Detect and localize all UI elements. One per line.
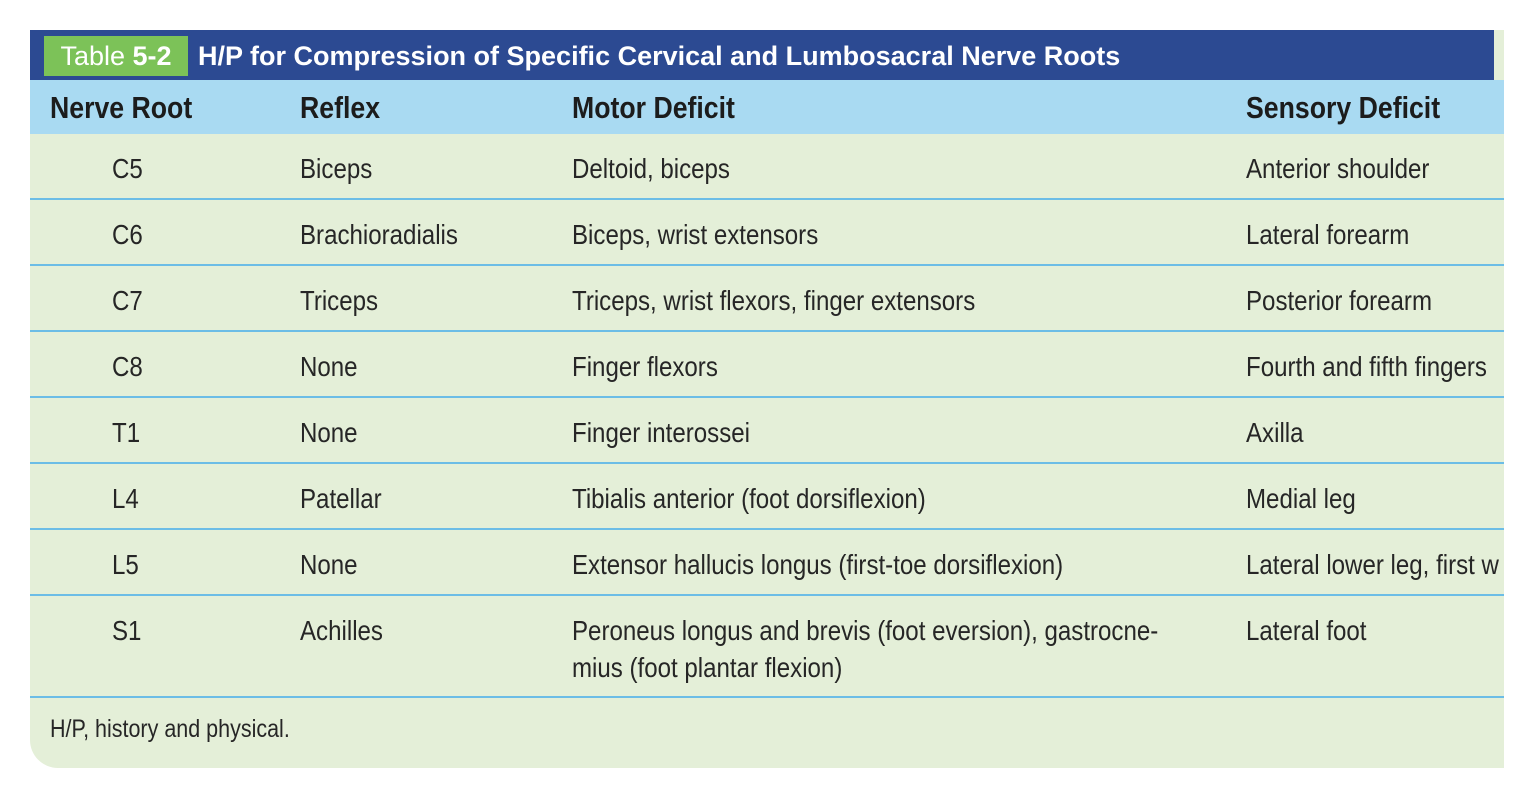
motor-deficit-cell: Finger interossei (572, 417, 751, 448)
reflex-cell: Triceps (300, 285, 379, 316)
table-row (30, 332, 1504, 398)
table-row (30, 398, 1504, 464)
table-row (30, 200, 1504, 266)
table-row (30, 596, 1504, 698)
nerve-root-cell: C5 (112, 153, 143, 184)
reflex-cell: Biceps (300, 153, 373, 184)
nerve-root-cell: L4 (112, 483, 139, 514)
table-tag-prefix: Table (60, 41, 125, 71)
table-row (30, 530, 1504, 596)
motor-deficit-cell (572, 612, 1158, 686)
nerve-root-cell: S1 (112, 615, 142, 646)
motor-deficit-cell: Finger flexors (572, 351, 718, 382)
motor-deficit-cell: Biceps, wrist extensors (572, 219, 819, 250)
nerve-root-cell: C7 (112, 285, 143, 316)
table-footnote: H/P, history and physical. (50, 715, 290, 743)
sensory-deficit-cell: Posterior forearm (1246, 285, 1433, 316)
motor-deficit-line: mius (foot plantar flexion) (572, 652, 843, 683)
motor-deficit-cell: Deltoid, biceps (572, 153, 730, 184)
nerve-root-cell: C6 (112, 219, 143, 250)
table-title-bar (30, 30, 1494, 80)
header-nerve-root: Nerve Root (50, 90, 193, 125)
reflex-cell: None (300, 417, 358, 448)
sensory-deficit-cell: Axilla (1246, 417, 1304, 448)
table-row (30, 266, 1504, 332)
nerve-root-cell: L5 (112, 549, 139, 580)
reflex-cell: Patellar (300, 483, 382, 514)
sensory-deficit-cell: Lateral lower leg, first w (1246, 549, 1499, 580)
reflex-cell: None (300, 549, 358, 580)
table-row (30, 134, 1504, 200)
table-header-row (30, 80, 1504, 134)
nerve-root-cell: T1 (112, 417, 141, 448)
reflex-cell: Brachioradialis (300, 219, 458, 250)
motor-deficit-cell: Tibialis anterior (foot dorsiflexion) (572, 483, 926, 514)
nerve-root-cell: C8 (112, 351, 143, 382)
motor-deficit-line: Peroneus longus and brevis (foot eversion), gastrocne- (572, 615, 1159, 646)
sensory-deficit-cell: Lateral foot (1246, 615, 1367, 646)
sensory-deficit-cell: Lateral forearm (1246, 219, 1410, 250)
table-row (30, 464, 1504, 530)
table-title: H/P for Compression of Specific Cervical and Lumbosacral Nerve Roots (198, 41, 1121, 71)
header-motor-deficit: Motor Deficit (572, 90, 735, 125)
table-number-tag (44, 36, 188, 76)
motor-deficit-cell: Triceps, wrist flexors, finger extensors (572, 285, 976, 316)
header-reflex: Reflex (300, 90, 381, 125)
nerve-root-table (30, 30, 1504, 768)
header-sensory-deficit: Sensory Deficit (1246, 90, 1441, 125)
reflex-cell: Achilles (300, 615, 383, 646)
sensory-deficit-cell: Medial leg (1246, 483, 1356, 514)
table-tag-number: 5-2 (132, 41, 172, 71)
motor-deficit-cell: Extensor hallucis longus (first-toe dorsiflexion) (572, 549, 1064, 580)
reflex-cell: None (300, 351, 358, 382)
sensory-deficit-cell: Fourth and fifth fingers (1246, 351, 1487, 382)
sensory-deficit-cell: Anterior shoulder (1246, 153, 1430, 184)
